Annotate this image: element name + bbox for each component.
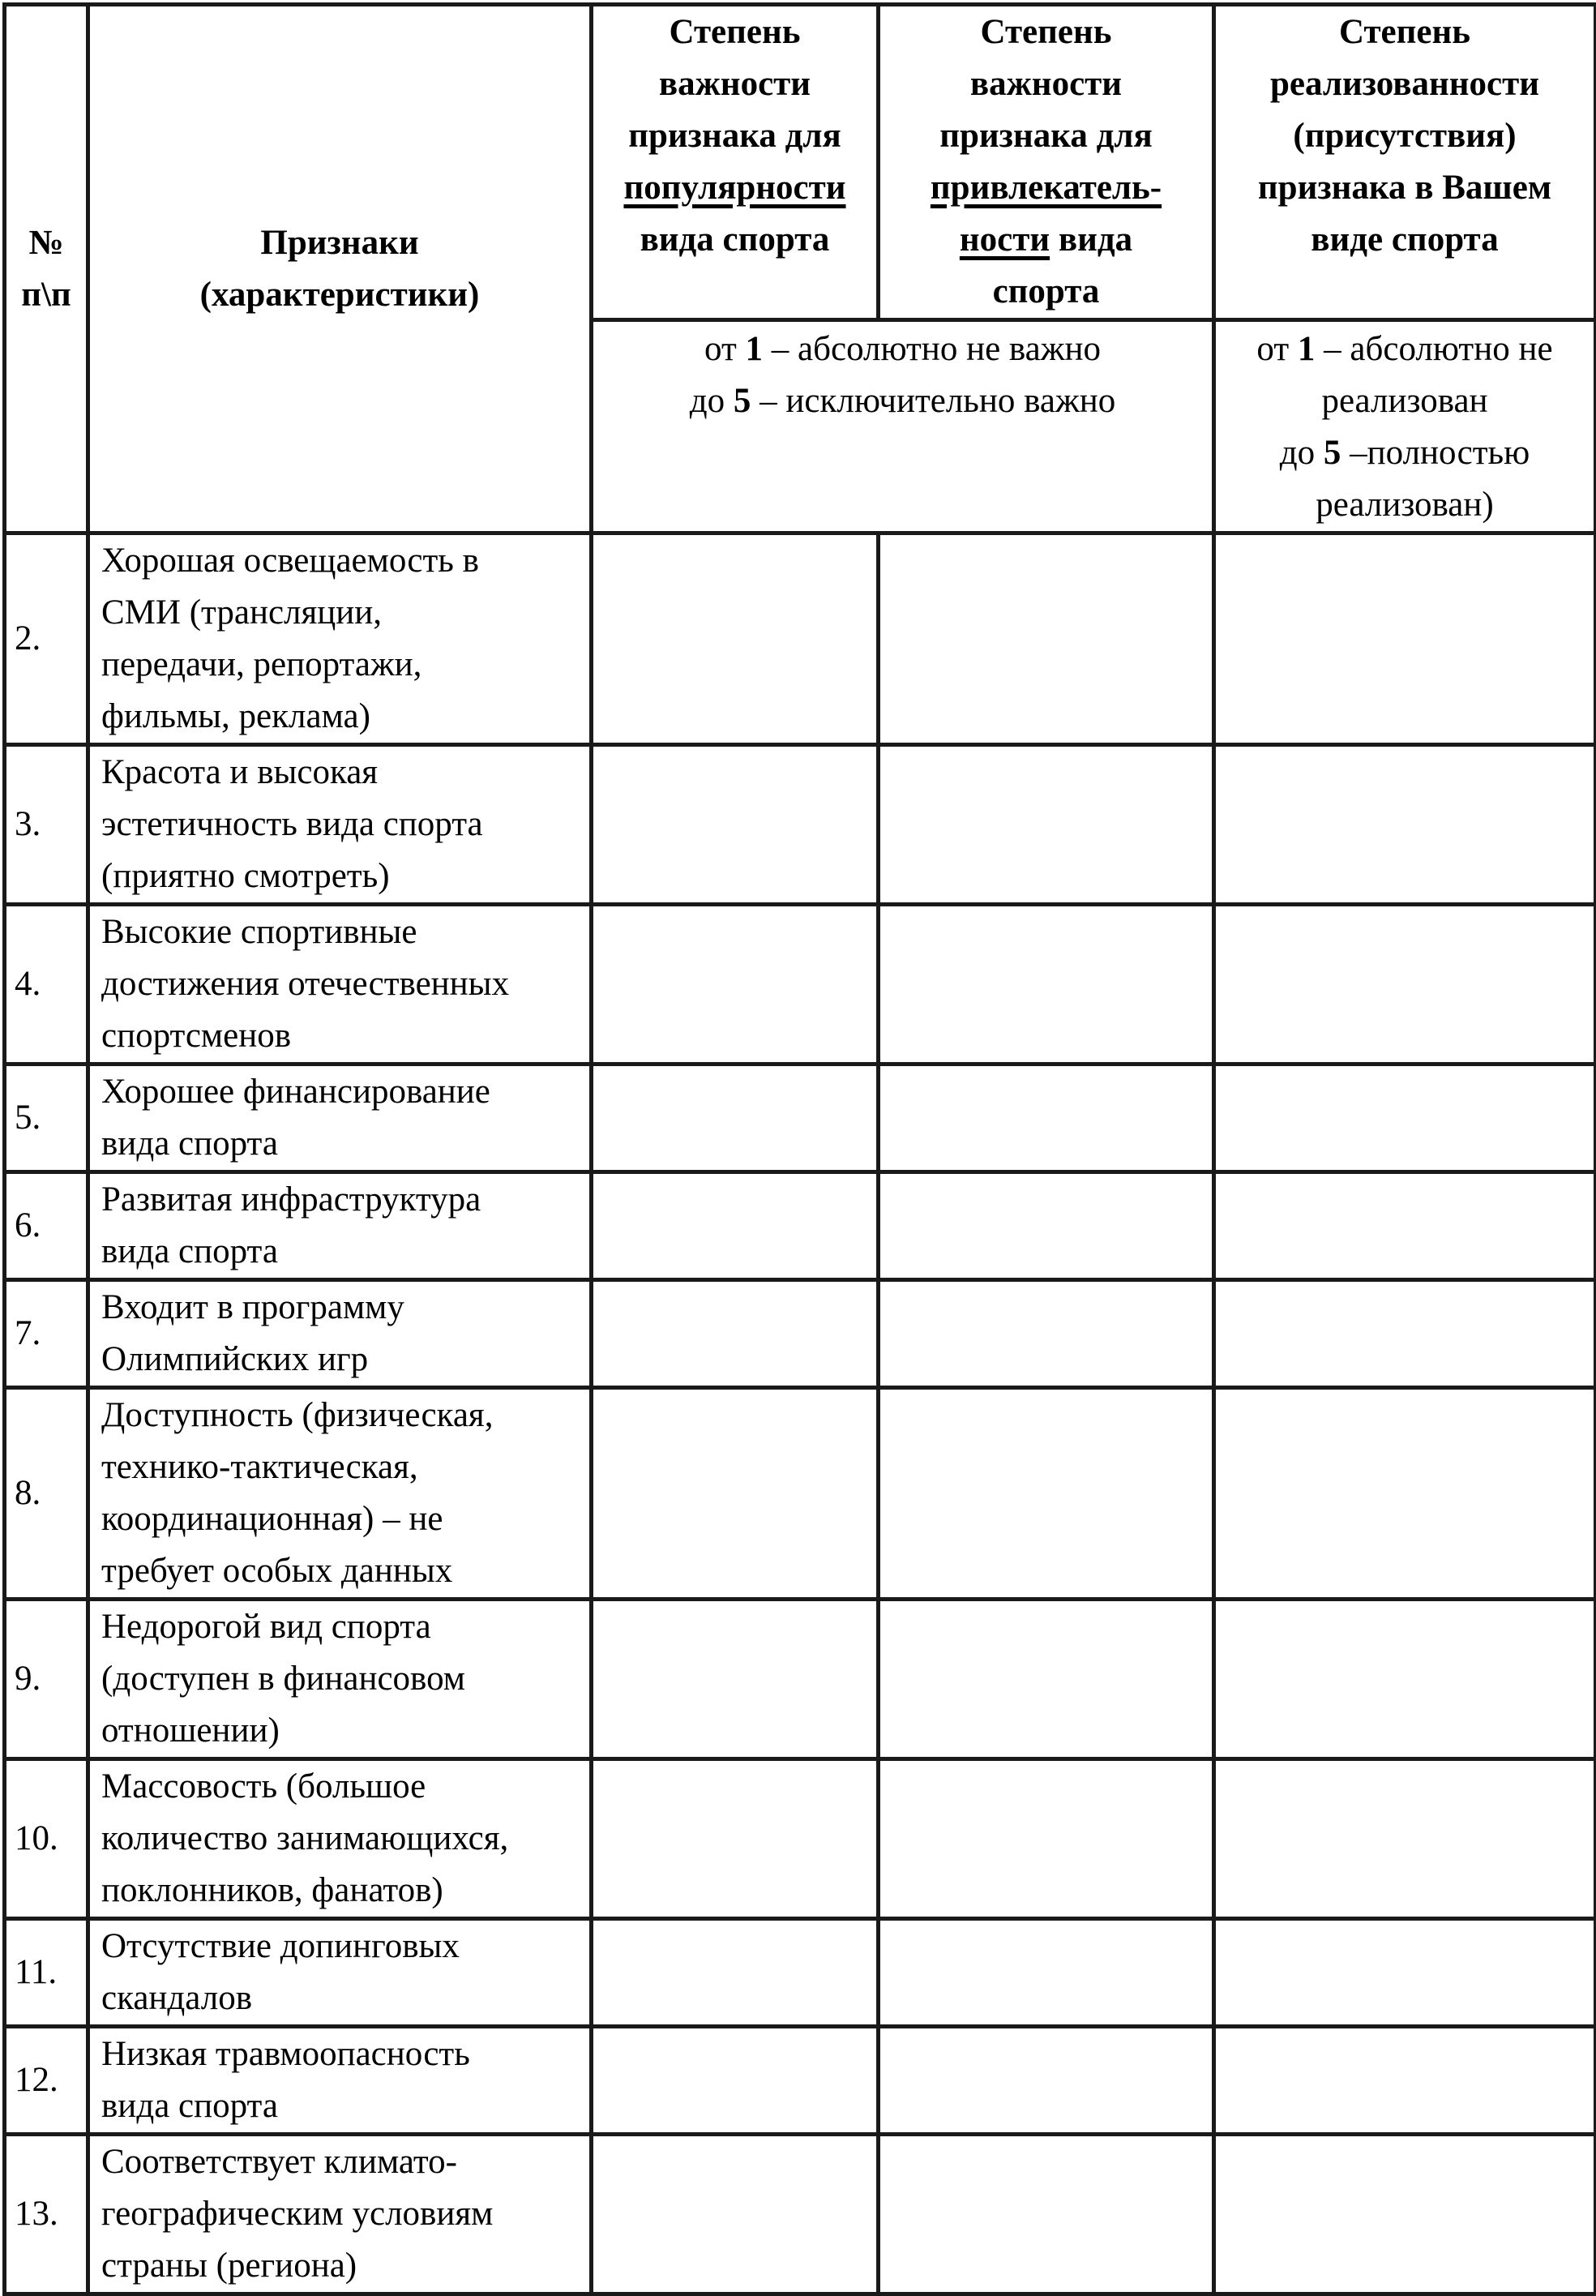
scale-max: 5 xyxy=(733,382,751,420)
table-row xyxy=(5,745,1596,905)
survey-table xyxy=(2,2,1596,2296)
header-attractiveness-underlined: привлекатель- xyxy=(930,169,1162,207)
header-popularity-line: вида спорта xyxy=(640,221,830,259)
characteristic-line: вида спорта xyxy=(101,2087,278,2125)
header-popularity-line: Степень xyxy=(669,13,801,51)
characteristic-line: передачи, репортажи, xyxy=(101,645,422,683)
attractiveness-score-cell[interactable] xyxy=(879,1172,1214,1280)
row-number: 5. xyxy=(5,1064,88,1172)
header-attractiveness-underlined: ности xyxy=(959,221,1050,259)
header-popularity-underlined: популярности xyxy=(623,169,846,207)
attractiveness-score-cell[interactable] xyxy=(879,745,1214,905)
realization-score-cell[interactable] xyxy=(1214,905,1596,1064)
scale-text: – абсолютно не реализован xyxy=(1315,330,1553,420)
header-realization xyxy=(1214,5,1596,320)
attractiveness-score-cell[interactable] xyxy=(879,905,1214,1064)
table-row xyxy=(5,1919,1596,2027)
header-characteristics xyxy=(88,5,592,533)
characteristic-line: поклонников, фанатов) xyxy=(101,1871,443,1909)
header-realization-line: Степень xyxy=(1338,13,1471,51)
table-row xyxy=(5,1600,1596,1759)
characteristic-line: Доступность (физическая, xyxy=(101,1396,494,1434)
row-characteristic xyxy=(88,745,592,905)
header-number xyxy=(5,5,88,533)
table-row xyxy=(5,1064,1596,1172)
scale-text: – абсолютно не важно xyxy=(763,330,1101,368)
row-number: 11. xyxy=(5,1919,88,2027)
characteristic-line: Массовость (большое xyxy=(101,1767,426,1806)
row-characteristic xyxy=(88,2027,592,2135)
characteristic-line: географическим условиям xyxy=(101,2195,494,2233)
attractiveness-score-cell[interactable] xyxy=(879,1600,1214,1759)
characteristic-line: вида спорта xyxy=(101,1232,278,1270)
scale-text: от xyxy=(1256,330,1298,368)
row-characteristic xyxy=(88,1919,592,2027)
header-realization-line: реализованности xyxy=(1270,65,1539,103)
characteristic-line: (приятно смотреть) xyxy=(101,857,390,895)
realization-score-cell[interactable] xyxy=(1214,745,1596,905)
header-number-line1: № xyxy=(28,223,64,262)
row-number: 7. xyxy=(5,1280,88,1388)
attractiveness-score-cell[interactable] xyxy=(879,1388,1214,1600)
scale-max: 5 xyxy=(1323,434,1341,472)
header-attractiveness-line: Степень xyxy=(980,13,1112,51)
characteristic-line: технико-тактическая, xyxy=(101,1448,418,1486)
row-characteristic xyxy=(88,1172,592,1280)
header-popularity-line: важности xyxy=(658,65,811,103)
header-attractiveness-line: спорта xyxy=(992,272,1100,311)
table-row xyxy=(5,2135,1596,2294)
row-characteristic xyxy=(88,2135,592,2294)
characteristic-line: Развитая инфраструктура xyxy=(101,1180,481,1219)
row-number: 6. xyxy=(5,1172,88,1280)
table-row xyxy=(5,1388,1596,1600)
row-characteristic xyxy=(88,1759,592,1919)
characteristic-line: достижения отечественных xyxy=(101,965,510,1003)
row-characteristic xyxy=(88,1064,592,1172)
header-attractiveness xyxy=(879,5,1214,320)
realization-score-cell[interactable] xyxy=(1214,1919,1596,2027)
characteristic-line: скандалов xyxy=(101,1979,253,2017)
characteristic-line: фильмы, реклама) xyxy=(101,697,370,735)
scale-text: от xyxy=(704,330,746,368)
realization-score-cell[interactable] xyxy=(1214,1172,1596,1280)
characteristic-line: Хорошее финансирование xyxy=(101,1073,490,1111)
characteristic-line: координационная) – не xyxy=(101,1500,443,1538)
characteristic-line: Красота и высокая xyxy=(101,753,379,791)
characteristic-line: страны (региона) xyxy=(101,2247,357,2285)
importance-scale xyxy=(592,320,1214,533)
characteristic-line: спортсменов xyxy=(101,1017,292,1055)
attractiveness-score-cell[interactable] xyxy=(879,533,1214,745)
characteristic-line: требует особых данных xyxy=(101,1552,453,1590)
characteristic-line: Хорошая освещаемость в xyxy=(101,542,479,580)
row-characteristic xyxy=(88,905,592,1064)
popularity-score-cell[interactable] xyxy=(592,533,879,745)
realization-score-cell[interactable] xyxy=(1214,533,1596,745)
header-attractiveness-line: вида xyxy=(1050,221,1133,259)
row-characteristic xyxy=(88,1600,592,1759)
popularity-score-cell[interactable] xyxy=(592,1759,879,1919)
scale-min: 1 xyxy=(1297,330,1316,368)
characteristic-line: Входит в программу xyxy=(101,1288,404,1326)
realization-score-cell[interactable] xyxy=(1214,1064,1596,1172)
attractiveness-score-cell[interactable] xyxy=(879,1064,1214,1172)
row-number: 3. xyxy=(5,745,88,905)
row-number: 9. xyxy=(5,1600,88,1759)
row-number: 13. xyxy=(5,2135,88,2294)
table-row xyxy=(5,2027,1596,2135)
table-row xyxy=(5,1759,1596,1919)
table-row xyxy=(5,905,1596,1064)
header-attractiveness-line: важности xyxy=(969,65,1123,103)
table-row xyxy=(5,1172,1596,1280)
popularity-score-cell[interactable] xyxy=(592,2135,879,2294)
table-row xyxy=(5,533,1596,745)
attractiveness-score-cell[interactable] xyxy=(879,2135,1214,2294)
characteristic-line: вида спорта xyxy=(101,1124,278,1163)
attractiveness-score-cell[interactable] xyxy=(879,1919,1214,2027)
attractiveness-score-cell[interactable] xyxy=(879,2027,1214,2135)
popularity-score-cell[interactable] xyxy=(592,1388,879,1600)
realization-score-cell[interactable] xyxy=(1214,1280,1596,1388)
row-characteristic xyxy=(88,533,592,745)
characteristic-line: эстетичность вида спорта xyxy=(101,805,483,843)
popularity-score-cell[interactable] xyxy=(592,2027,879,2135)
characteristic-line: Недорогой вид спорта xyxy=(101,1608,431,1646)
table-row xyxy=(5,1280,1596,1388)
realization-scale xyxy=(1214,320,1596,533)
header-attractiveness-line: признака для xyxy=(939,117,1153,155)
scale-text: – исключительно важно xyxy=(751,382,1116,420)
scale-text: –полностью реализован) xyxy=(1316,434,1530,524)
realization-score-cell[interactable] xyxy=(1214,1759,1596,1919)
header-realization-line: признака в Вашем xyxy=(1257,169,1552,207)
header-characteristics-line2: (характеристики) xyxy=(199,275,480,314)
realization-score-cell[interactable] xyxy=(1214,2027,1596,2135)
realization-score-cell[interactable] xyxy=(1214,1388,1596,1600)
header-popularity-line: признака для xyxy=(628,117,841,155)
popularity-score-cell[interactable] xyxy=(592,1280,879,1388)
characteristic-line: СМИ (трансляции, xyxy=(101,593,383,632)
characteristic-line: Соответствует климато- xyxy=(101,2143,457,2181)
realization-score-cell[interactable] xyxy=(1214,1600,1596,1759)
popularity-score-cell[interactable] xyxy=(592,1172,879,1280)
popularity-score-cell[interactable] xyxy=(592,905,879,1064)
header-number-line2: п\п xyxy=(21,275,71,314)
row-number: 12. xyxy=(5,2027,88,2135)
realization-score-cell[interactable] xyxy=(1214,2135,1596,2294)
popularity-score-cell[interactable] xyxy=(592,1064,879,1172)
row-characteristic xyxy=(88,1280,592,1388)
header-realization-line: виде спорта xyxy=(1311,221,1499,259)
popularity-score-cell[interactable] xyxy=(592,1600,879,1759)
header-realization-line: (присутствия) xyxy=(1293,117,1517,155)
scale-text: до xyxy=(1279,434,1324,472)
attractiveness-score-cell[interactable] xyxy=(879,1759,1214,1919)
row-characteristic xyxy=(88,1388,592,1600)
popularity-score-cell[interactable] xyxy=(592,1919,879,2027)
characteristic-line: Низкая травмоопасность xyxy=(101,2035,470,2073)
row-number: 4. xyxy=(5,905,88,1064)
characteristic-line: Высокие спортивные xyxy=(101,913,417,951)
attractiveness-score-cell[interactable] xyxy=(879,1280,1214,1388)
characteristic-line: Олимпийских игр xyxy=(101,1340,369,1378)
header-characteristics-line1: Признаки xyxy=(260,223,419,262)
popularity-score-cell[interactable] xyxy=(592,745,879,905)
header-popularity xyxy=(592,5,879,320)
row-number: 2. xyxy=(5,533,88,745)
row-number: 8. xyxy=(5,1388,88,1600)
scale-min: 1 xyxy=(745,330,764,368)
characteristic-line: отношении) xyxy=(101,1711,280,1750)
criteria-rows xyxy=(5,533,1596,2294)
characteristic-line: (доступен в финансовом xyxy=(101,1660,465,1698)
characteristic-line: Отсутствие допинговых xyxy=(101,1927,460,1965)
scale-text: до xyxy=(689,382,734,420)
row-number: 10. xyxy=(5,1759,88,1919)
characteristic-line: количество занимающихся, xyxy=(101,1819,509,1857)
